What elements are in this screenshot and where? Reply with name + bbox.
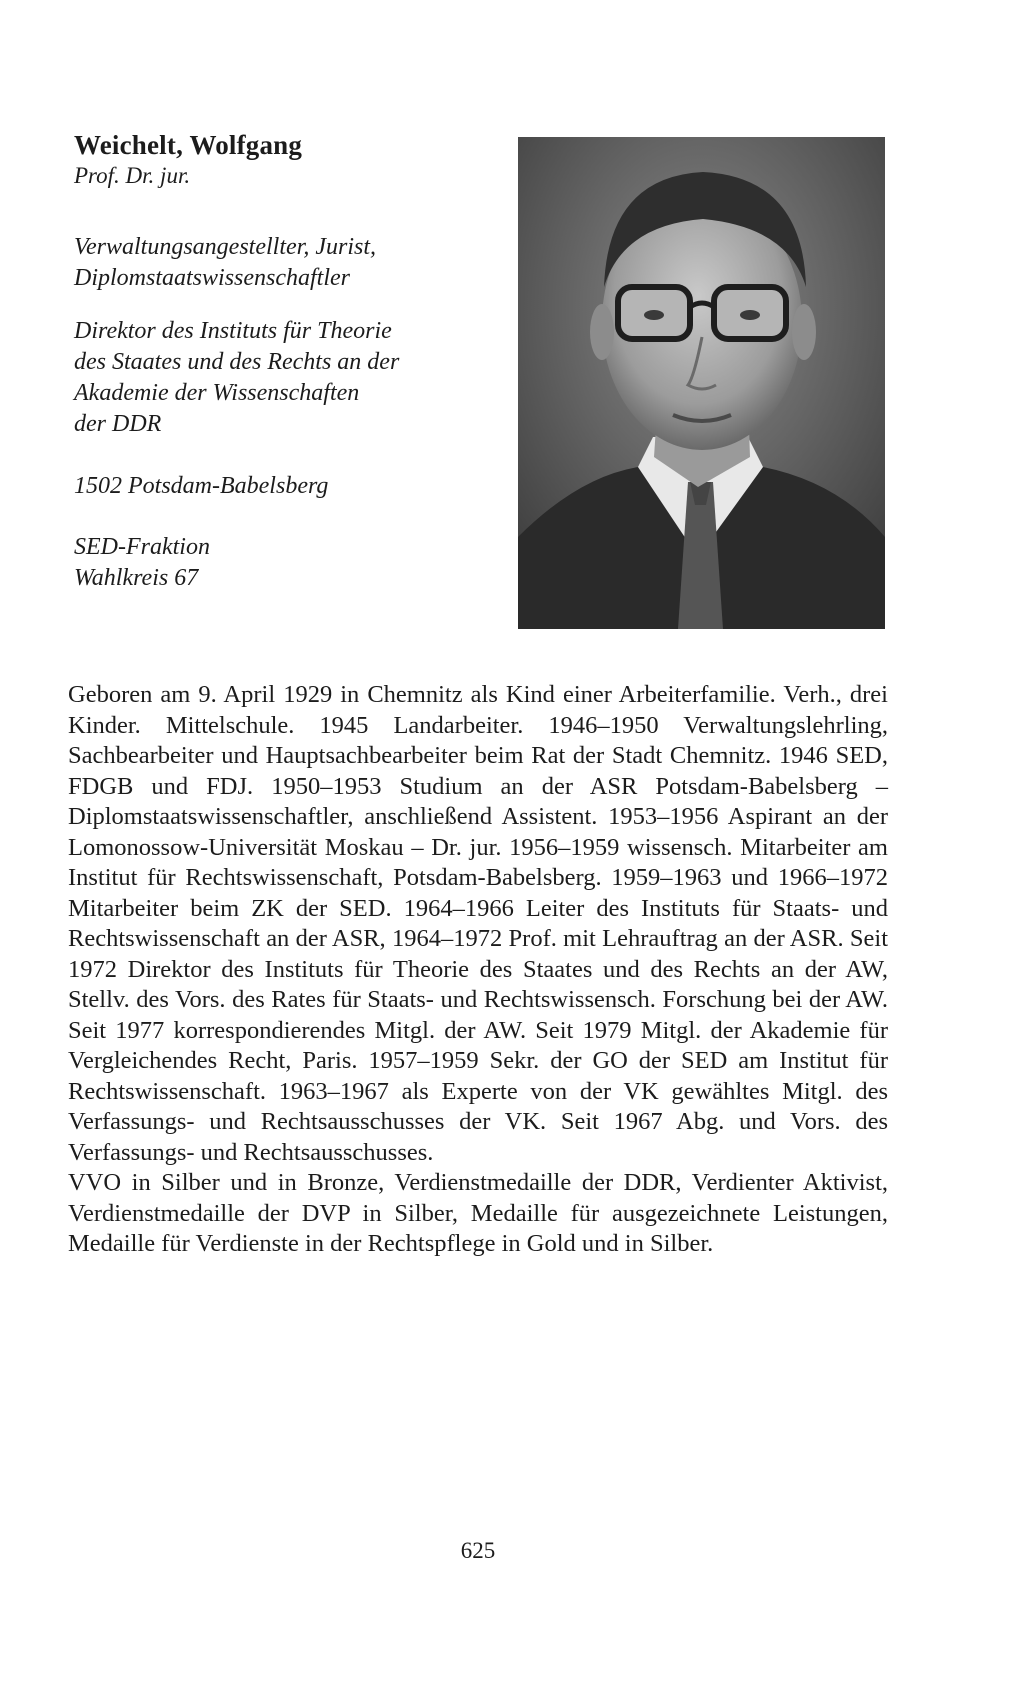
- profession-line: Verwaltungsangestellter, Jurist,: [74, 234, 376, 260]
- biography: [68, 680, 888, 1260]
- position-line: des Staates und des Rechts an der: [74, 349, 400, 375]
- portrait-photo: [518, 137, 885, 629]
- faction: SED-Fraktion: [74, 534, 210, 560]
- person-name: Weichelt, Wolfgang: [74, 130, 303, 160]
- page-number: 625: [460, 1538, 496, 1563]
- position-block: [74, 316, 399, 440]
- constituency: Wahlkreis 67: [74, 565, 199, 591]
- academic-title: Prof. Dr. jur.: [74, 163, 191, 188]
- faction-block: [74, 532, 210, 594]
- bio-paragraph: Geboren am 9. April 1929 in Chemnitz als Kind einer Arbeiterfamilie. Verh., drei Kinder. Mittelschule. 1945 Landarbeiter. 1946–1950 Verwaltungslehrling, Sachbearbeiter und Hauptsachbearbeiter beim Rat der Stadt Chemnitz. 1946 SED, FDGB und FDJ. 1950–1953 Studium an der ASR Potsdam-Babelsberg – Diplomstaatswissenschaftler, anschließend Assistent. 1953–1956 Aspirant an der Lomonossow-Universität Moskau – Dr. jur. 1956–1959 wissensch. Mitarbeiter am Institut für Rechtswissenschaft, Potsdam-Babelsberg. 1959–1963 und 1966–1972 Mitarbeiter beim ZK der SED. 1964–1966 Leiter des Instituts für Staats- und Rechtswissenschaft an der ASR, 1964–1972 Prof. mit Lehrauftrag an der ASR. Seit 1972 Direktor des Instituts für Theorie des Staates und des Rechts an der AW, Stellv. des Vors. des Rates für Staats- und Rechtswissensch. Forschung bei der AW. Seit 1977 korrespondierendes Mitgl. der AW. Seit 1979 Mitgl. der Akademie für Vergleichendes Recht, Paris. 1957–1959 Sekr. der GO der SED am Institut für Rechtswissenschaft. 1963–1967 als Experte von der VK gewähltes Mitgl. des Verfassungs- und Rechtsausschusses der VK. Seit 1967 Abg. und Vors. des Verfassungs- und Rechtsausschusses.: [68, 681, 888, 1166]
- position-line: Direktor des Instituts für Theorie: [74, 318, 392, 344]
- position-line: der DDR: [74, 411, 162, 437]
- address: 1502 Potsdam-Babelsberg: [74, 473, 329, 499]
- profession-block: [74, 232, 376, 294]
- profession-line: Diplomstaatswissenschaftler: [74, 265, 351, 291]
- bio-paragraph: VVO in Silber und in Bronze, Verdienstmedaille der DDR, Verdienter Aktivist, Verdienstmedaille der DVP in Silber, Medaille für ausgezeichnete Leistungen, Medaille für Verdienste in der Rechtspflege in Gold und in Silber.: [68, 1169, 888, 1257]
- position-line: Akademie der Wissenschaften: [74, 380, 360, 406]
